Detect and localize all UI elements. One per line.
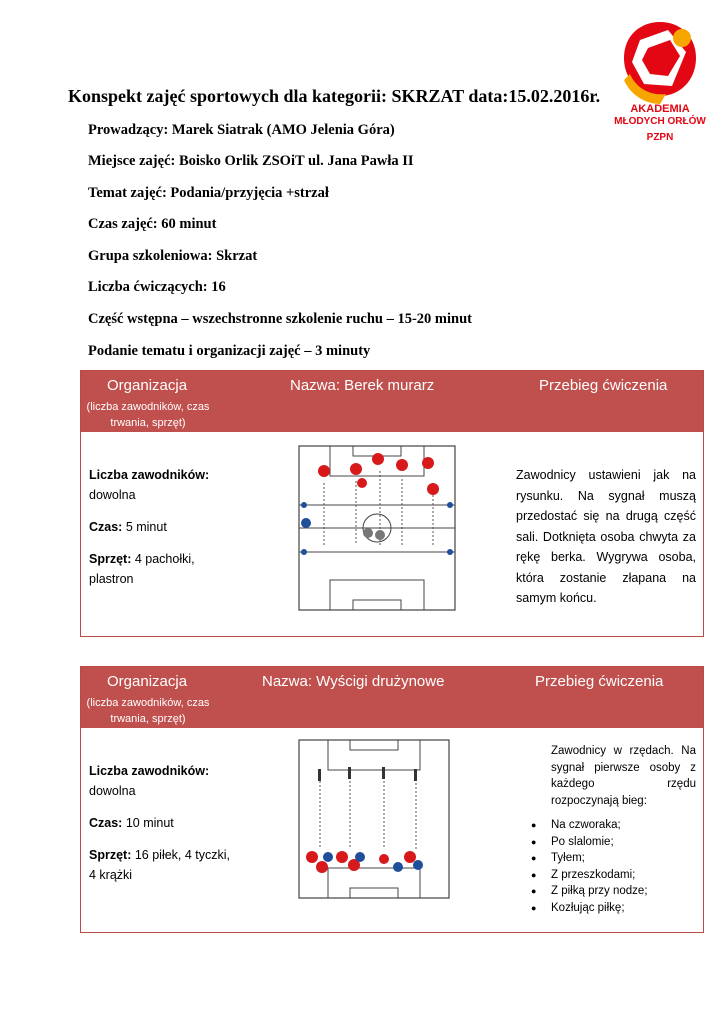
bullet-icon: ● (531, 820, 537, 830)
exercise-table-1 (80, 370, 704, 637)
document-title: Konspekt zajęć sportowych dla kategorii: SKRZAT data:15.02.2016r. (68, 86, 601, 106)
header-course: Przebieg ćwiczenia (539, 377, 668, 394)
list-item: ● Tyłem; (551, 850, 696, 867)
time-value: 10 minut (122, 816, 174, 830)
amo-logo (610, 18, 710, 148)
info-participants: Liczba ćwiczących: 16 (88, 279, 226, 295)
time-label: Czas: (89, 520, 123, 534)
logo-line1: AKADEMIA (630, 103, 690, 115)
players-label: Liczba zawodników: (89, 468, 210, 482)
catcher-icon (301, 518, 311, 528)
header-org-sub: (liczba zawodników, czas trwania, sprzęt) (86, 697, 210, 725)
exercise-diagram-1 (298, 445, 456, 611)
logo-line3: PZPN (646, 132, 674, 143)
info-warmup: Część wstępna – wszechstronne szkolenie ruchu – 15-20 minut (88, 311, 472, 327)
header-name: Nazwa: Wyścigi drużynowe (262, 673, 445, 690)
header-org-sub: (liczba zawodników, czas trwania, sprzęt) (86, 401, 210, 429)
time-label: Czas: (89, 816, 123, 830)
description-block (531, 743, 696, 916)
bullet-icon: ● (531, 886, 537, 896)
equipment-label: Sprzęt: (89, 552, 132, 566)
exercise-diagram-2 (298, 739, 450, 899)
description: Zawodnicy ustawieni jak na rysunku. Na sygnał muszą przedostać się na drugą część sali. Dotknięta osoba chwyta za rękę berka. Wygrywa osoba, która zostanie złapana na samym końcu. (516, 468, 696, 605)
bullet-icon: ● (531, 853, 537, 863)
exercise-header (81, 371, 703, 432)
bullet-icon: ● (531, 902, 537, 913)
description: Zawodnicy w rzędach. Na sygnał pierwsze osoby z każdego rzędu rozpoczynają bieg: (551, 745, 696, 807)
exercise-table-2 (80, 666, 704, 933)
bullet-icon: ● (531, 836, 537, 847)
list-item: ● Kozłując piłkę; (551, 900, 696, 917)
info-location: Miejsce zajęć: Boisko Orlik ZSOiT ul. Jana Pawła II (88, 153, 414, 169)
logo-emblem-icon (624, 22, 696, 104)
exercise-header (81, 667, 703, 728)
logo-line2: MŁODYCH ORŁÓW (614, 116, 706, 127)
time-value: 5 minut (122, 520, 167, 534)
players-value: dowolna (89, 784, 136, 798)
header-course: Przebieg ćwiczenia (535, 673, 664, 690)
equipment-value: 16 piłek, 4 tyczki, 4 krążki (89, 848, 231, 882)
organization-column (89, 761, 239, 897)
players-value: dowolna (89, 488, 136, 502)
header-org: Organizacja (107, 377, 188, 394)
info-instructor: Prowadzący: Marek Siatrak (AMO Jelenia Góra) (88, 122, 395, 138)
info-topic: Temat zajęć: Podania/przyjęcia +strzał (88, 185, 329, 201)
list-item: ● Z piłką przy nodze; (551, 883, 696, 900)
list-item: ● Na czworaka; (551, 817, 696, 834)
header-org: Organizacja (107, 673, 188, 690)
list-item: ● Z przeszkodami; (551, 867, 696, 884)
equipment-label: Sprzęt: (89, 848, 132, 862)
bullet-icon: ● (531, 869, 537, 880)
equipment-value: 4 pachołki, plastron (89, 552, 195, 586)
info-intro: Podanie tematu i organizacji zajęć – 3 minuty (88, 343, 371, 359)
info-duration: Czas zajęć: 60 minut (88, 216, 217, 232)
players-label: Liczba zawodników: (89, 764, 210, 778)
activity-list (531, 817, 696, 916)
organization-column (89, 465, 239, 601)
header-name: Nazwa: Berek murarz (290, 377, 435, 394)
list-item: ● Po slalomie; (551, 834, 696, 851)
info-group: Grupa szkoleniowa: Skrzat (88, 248, 258, 264)
